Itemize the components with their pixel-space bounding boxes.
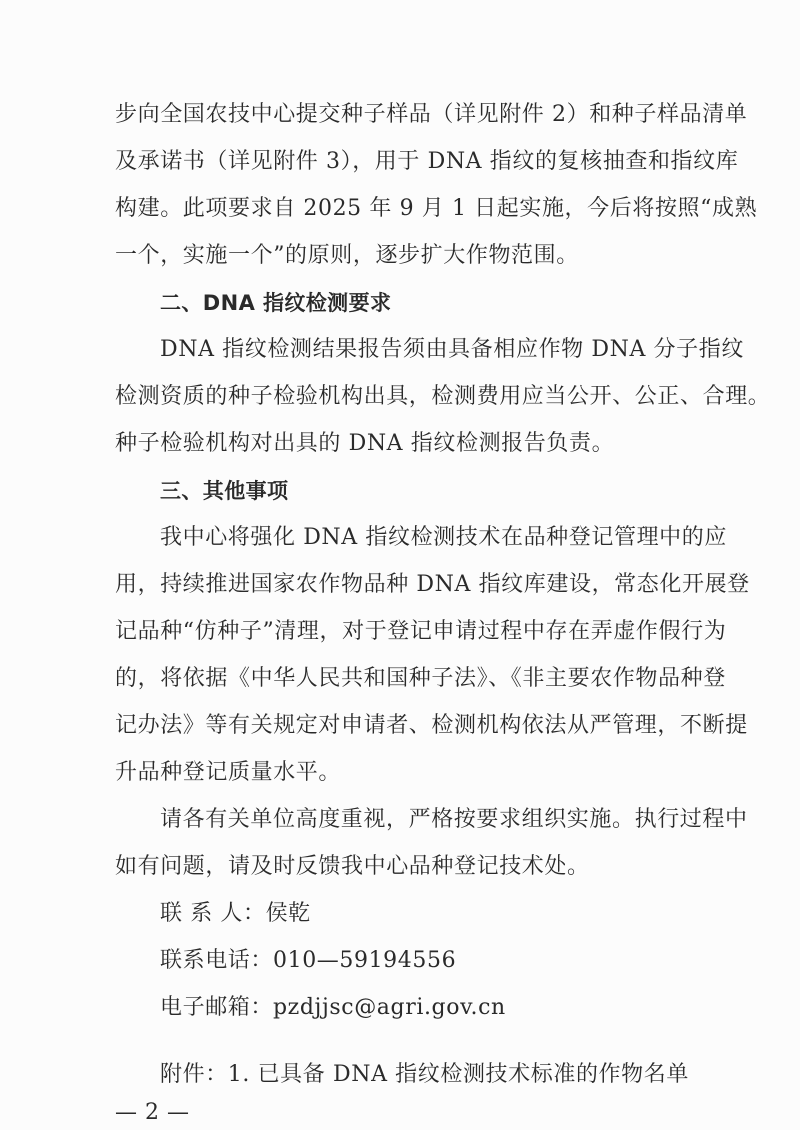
paragraph-line: 我中心将强化 DNA 指纹检测技术在品种登记管理中的应 bbox=[160, 525, 727, 550]
attachment-line: 附件：1. 已具备 DNA 指纹检测技术标准的作物名单 bbox=[160, 1062, 689, 1087]
paragraph-line: 记品种“仿种子”清理，对于登记申请过程中存在弄虚作假行为 bbox=[115, 619, 727, 644]
contact-person: 联 系 人：侯乾 bbox=[160, 901, 311, 926]
paragraph-line: 请各有关单位高度重视，严格按要求组织实施。执行过程中 bbox=[160, 807, 748, 832]
paragraph-line: 记办法》等有关规定对申请者、检测机构依法从严管理，不断提 bbox=[115, 713, 748, 738]
paragraph-line: 一个，实施一个”的原则，逐步扩大作物范围。 bbox=[115, 243, 579, 268]
page-number: — 2 — bbox=[115, 1100, 190, 1125]
contact-email: 电子邮箱：pzdjjsc@agri.gov.cn bbox=[160, 995, 506, 1020]
section-heading: 二、DNA 指纹检测要求 bbox=[160, 291, 392, 315]
paragraph-line: 构建。此项要求自 2025 年 9 月 1 日起实施，今后将按照“成熟 bbox=[115, 196, 758, 221]
paragraph-line: 用，持续推进国家农作物品种 DNA 指纹库建设，常态化开展登 bbox=[115, 572, 750, 597]
contact-phone: 联系电话：010—59194556 bbox=[160, 948, 457, 973]
section-heading: 三、其他事项 bbox=[160, 479, 289, 503]
paragraph-line: 及承诺书（详见附件 3），用于 DNA 指纹的复核抽查和指纹库 bbox=[115, 149, 739, 174]
paragraph-line: 如有问题，请及时反馈我中心品种登记技术处。 bbox=[115, 854, 590, 879]
paragraph-line: 步向全国农技中心提交种子样品（详见附件 2）和种子样品清单 bbox=[115, 102, 748, 127]
paragraph-line: 的，将依据《中华人民共和国种子法》、《非主要农作物品种登 bbox=[115, 666, 726, 691]
paragraph-line: DNA 指纹检测结果报告须由具备相应作物 DNA 分子指纹 bbox=[160, 337, 744, 362]
paragraph-line: 种子检验机构对出具的 DNA 指纹检测报告负责。 bbox=[115, 431, 615, 456]
paragraph-line: 升品种登记质量水平。 bbox=[115, 760, 342, 785]
paragraph-line: 检测资质的种子检验机构出具，检测费用应当公开、公正、合理。 bbox=[115, 384, 771, 409]
